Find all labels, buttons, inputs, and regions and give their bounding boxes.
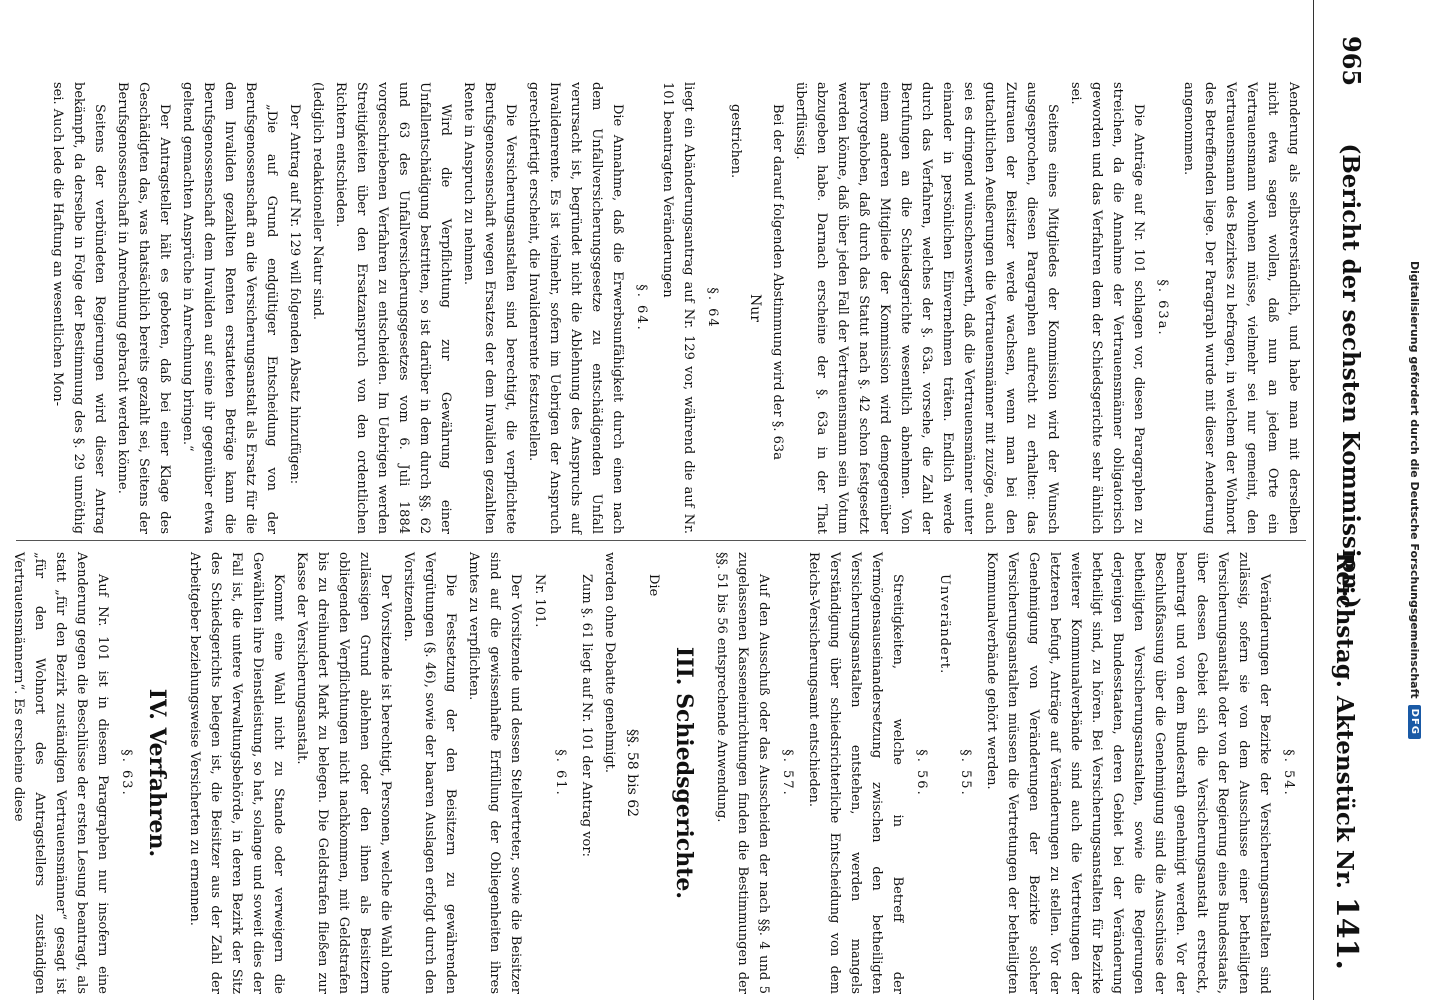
paragraph: Die — [646, 574, 661, 597]
paragraph: werden ohne Debatte genehmigt. — [602, 552, 617, 774]
credit-line — [1398, 0, 1432, 1000]
section-heading: §. 63. — [119, 749, 134, 797]
margin-label: Nr. 101. — [532, 574, 547, 628]
paragraph: (lediglich redaktioneller Natur sind. — [310, 82, 325, 321]
credit-text: Digitalisierung gefördert durch die Deutsche Forschungsgemeinschaft — [1408, 260, 1422, 699]
paragraph: Zum §. 61 liegt auf Nr. 101 der Antrag vor: — [579, 574, 594, 857]
running-head — [1329, 552, 1364, 970]
section-heading: §. 56. — [914, 749, 929, 797]
column-first — [11, 552, 1304, 994]
running-head-text: Reichstag. Aktenstück Nr. — [1331, 552, 1358, 889]
paragraph: Der Vorsitzende ist berechtigt, Personen, welche die Wahl ohne zulässigen Grund ablehnen oder den ihnen als Beisitzern obliegenden Verpflichtungen nicht nachkommen, mit Geldstrafen bis zu dreihundert Mark zu belegen. Die Geldstrafen fließen zur Kasse der Versicherungsanstalt. — [294, 552, 393, 994]
paragraph: Bei der darauf folgenden Abstimmung wird der §. 63a — [770, 104, 785, 460]
digitization-credit-bar — [1398, 0, 1432, 1000]
column-second — [14, 82, 1304, 534]
paragraph: Die Anträge auf Nr. 101 schlagen vor, diesen Paragraphen zu streichen, da die Annahme der Vertrauensmänner obligatorisch geworden und das Verfahren dem der Schiedsgerichte sehr ähnlich sei. — [1068, 82, 1146, 534]
chapter-heading: III. Schiedsgerichte. — [671, 646, 697, 900]
running-head-number: 141. — [1329, 896, 1364, 970]
paragraph: Der Antrag auf Nr. 129 will folgenden Absatz hinzufügen: — [287, 104, 302, 485]
section-heading: §. 55. — [958, 749, 973, 797]
paragraph: Wird die Verpflichtung zur Gewährung einer Unfallentschädigung bestritten, so ist darüber in dem durch §§. 62 und 63 des Unfallversicherungsgesetzes vom 6. Juli 1884 vorgeschriebenen Verfahren zu entscheiden. Im Uebrigen werden Streitigkeiten über den Ersatzanspruch von den ordentlichen Richtern entschieden. — [333, 82, 453, 534]
paragraph: Kommt eine Wahl nicht zu Stande oder verweigern die Gewählten ihre Dienstleistung, so hat, solange und soweit dies der Fall ist, die untere Verwaltungsbehörde, in deren Bezirk der Sitz des Schiedsgerichts belegen ist, die Beisitzer aus der Zahl der Arbeitgeber beziehungsweise Versicherten zu ernennen. — [187, 552, 286, 994]
paragraph: Seitens eines Mitgliedes der Kommission wird der Wunsch ausgesprochen, diesen Paragraphen aufrecht zu erhalten: das Zutrauen der Beisitzer werde wachsen, wenn man bei den gutachtlichen Aeußerungen die Vertrauensmänner mit zuzöge, auch sei es dringend wünschenswerth, daß die Vertrauensmänner unter einander in persönlichen Einvernehmen träten. Endlich werde durch das Verfahren, welches der §. 63a. vorsehe, die Zahl der Berufungen an die Schiedsgerichte wesentlich abnehmen. Von einem anderen Mitgliede der Kommission wird demgegenüber hervorgehoben, daß durch das Statut nach §. 42 schon festgesetzt werden könne, daß über jeden Fall der Vertrauensmann sein Votum abzugeben habe. Darnach erscheine der §. 63a in der That überflüssig. — [793, 82, 1060, 534]
dfg-logo-icon: DFG — [1409, 705, 1422, 739]
section-heading: §. 64. — [634, 284, 649, 332]
column-divider — [16, 540, 1306, 541]
paragraph: Seitens der verbündeten Regierungen wird dieser Antrag bekämpft, da derselbe in Folge der Bestimmung des §. 29 unnöthig sei. Auch lede die Haftung an wesentlichen Mon- — [50, 82, 107, 534]
paragraph: Veränderungen der Bezirke der Versicherungsanstalten sind zulässig, sofern sie von dem Ausschusse einer betheiligten Versicherungsanstalt oder von der Regierung eines Bundesstaats, über dessen Gebiet sich die Versicherungsanstalt erstreckt, beantragt und von dem Bundesrath genehmigt werden. Vor der Beschlußfassung über die Genehmigung sind die Ausschüsse der betheiligten Versicherungsanstalten, sowie die Regierungen derjenigen Bundesstaaten, deren Gebiet bei der Veränderung betheiligt sind, zu hören. Bei Versicherungsanstalten für Bezirke weiterer Kommunalverbände sind auch die Vertretungen der letzteren befugt, Anträge auf Veränderungen zu stellen. Vor der Genehmigung von Veränderungen der Bezirke solcher Versicherungsanstalten müssen die Vertretungen der betheiligten Kommunalverbände gehört werden. — [984, 552, 1272, 994]
paragraph: liegt ein Abänderungsantrag auf Nr. 129 vor, während die auf Nr. 101 beantragten Veränderungen — [660, 82, 696, 534]
section-heading: §. 63a. — [1155, 279, 1170, 337]
paragraph: Aenderung als selbstverständlich, und habe man mit derselben nicht etwa sagen wollen, daß nun an jedem Orte ein Vertrauensmann wohnen müsse, vielmehr sei nur gemeint, den Vertrauensmann des Bezirkes zu befragen, in welchem der Wohnort des Betreffenden liege. Der Paragraph wurde mit dieser Aenderung angenommen. — [1181, 82, 1301, 534]
page-header — [1313, 0, 1380, 1000]
paragraph: Nur — [747, 294, 763, 322]
paragraph: Der Vorsitzende und dessen Stellvertreter, sowie die Beisitzer sind auf die gewissenhafte Erfüllung der Obliegenheiten ihres Amtes zu verpflichten. — [466, 552, 523, 994]
paragraph: Die Annahme, daß die Erwerbsunfähigkeit durch einen nach dem Unfallversicherungsgesetze zu entschädigenden Unfall verursacht ist, begründet nicht die Ablehnung des Anspruchs auf Invalidenrente. Es ist vielmehr, sofern im Uebrigen der Anspruch gerechtfertigt erscheint, die Invalidenrente festzustellen. — [526, 82, 625, 534]
paragraph: Auf den Ausschuß oder das Ausscheiden der nach §§. 4 und 5 zugelassenen Kasseneinrichtungen finden die Bestimmungen der §§. 51 bis 56 entsprechende Anwendung. — [714, 552, 771, 994]
paragraph: Auf Nr. 101 ist in diesem Paragraphen nur insofern eine Aenderung gegen die Beschlüsse der ersten Lesung beantragt, als statt „für den Bezirk zuständigen Vertrauensmänner“ gesagt ist „für den Wohnort des Antragstellers zuständigen Vertrauensmännern“. Es erscheine diese — [11, 552, 110, 994]
page-title: (Bericht der sechsten Kommission.) — [1337, 143, 1364, 609]
chapter-heading: IV. Verfahren. — [144, 688, 170, 858]
paragraph: gestrichen. — [728, 104, 743, 179]
page-number: 965 — [1337, 36, 1366, 87]
paragraph: Unverändert. — [937, 574, 952, 675]
section-heading: §. 64 — [705, 287, 720, 329]
paragraph: Der Antragsteller hält es geboten, daß bei einer Klage des Geschädigten das, was thatsächlich bereits gezahlt sei, Seitens der Berufsgenossenschaft in Anrechnung gebracht werden könne. — [115, 82, 172, 534]
section-heading: §. 54. — [1281, 749, 1296, 797]
paragraph: Die Versicherungsanstalten sind berechtigt, die verpflichtete Berufsgenossenschaft wegen Ersatzes der dem Invaliden gezahlten Rente in Anspruch zu nehmen. — [461, 82, 518, 534]
paragraph: Streitigkeiten, welche in Betreff der Vermögensauseinandersetzung zwischen den betheiligten Versicherungsanstalten entstehen, werden mangels Verständigung über schiedsrichterliche Entscheidung von dem Reichs-Versicherungsamt entschieden. — [806, 552, 905, 994]
section-heading: §. 57. — [780, 749, 795, 797]
paragraph: Die Festsetzung der den Beisitzern zu gewährenden Vergütungen (§. 46), sowie der baaren Auslagen erfolgt durch den Vorsitzenden. — [401, 552, 458, 994]
quoted-paragraph: „Die auf Grund endgültiger Entscheidung von der Berufsgenossenschaft an die Versicherungsanstalt als Ersatz für die dem Invaliden gezahlten Renten erstatteten Beträge kann die Berufsgenossenschaft dem Invaliden auf seine ihr gegenüber etwa geltend gemachten Ansprüche in Anrechnung bringen.“ — [180, 82, 279, 534]
section-heading: §. 61. — [553, 749, 568, 797]
section-heading: §§. 58 bis 62 — [624, 728, 640, 818]
